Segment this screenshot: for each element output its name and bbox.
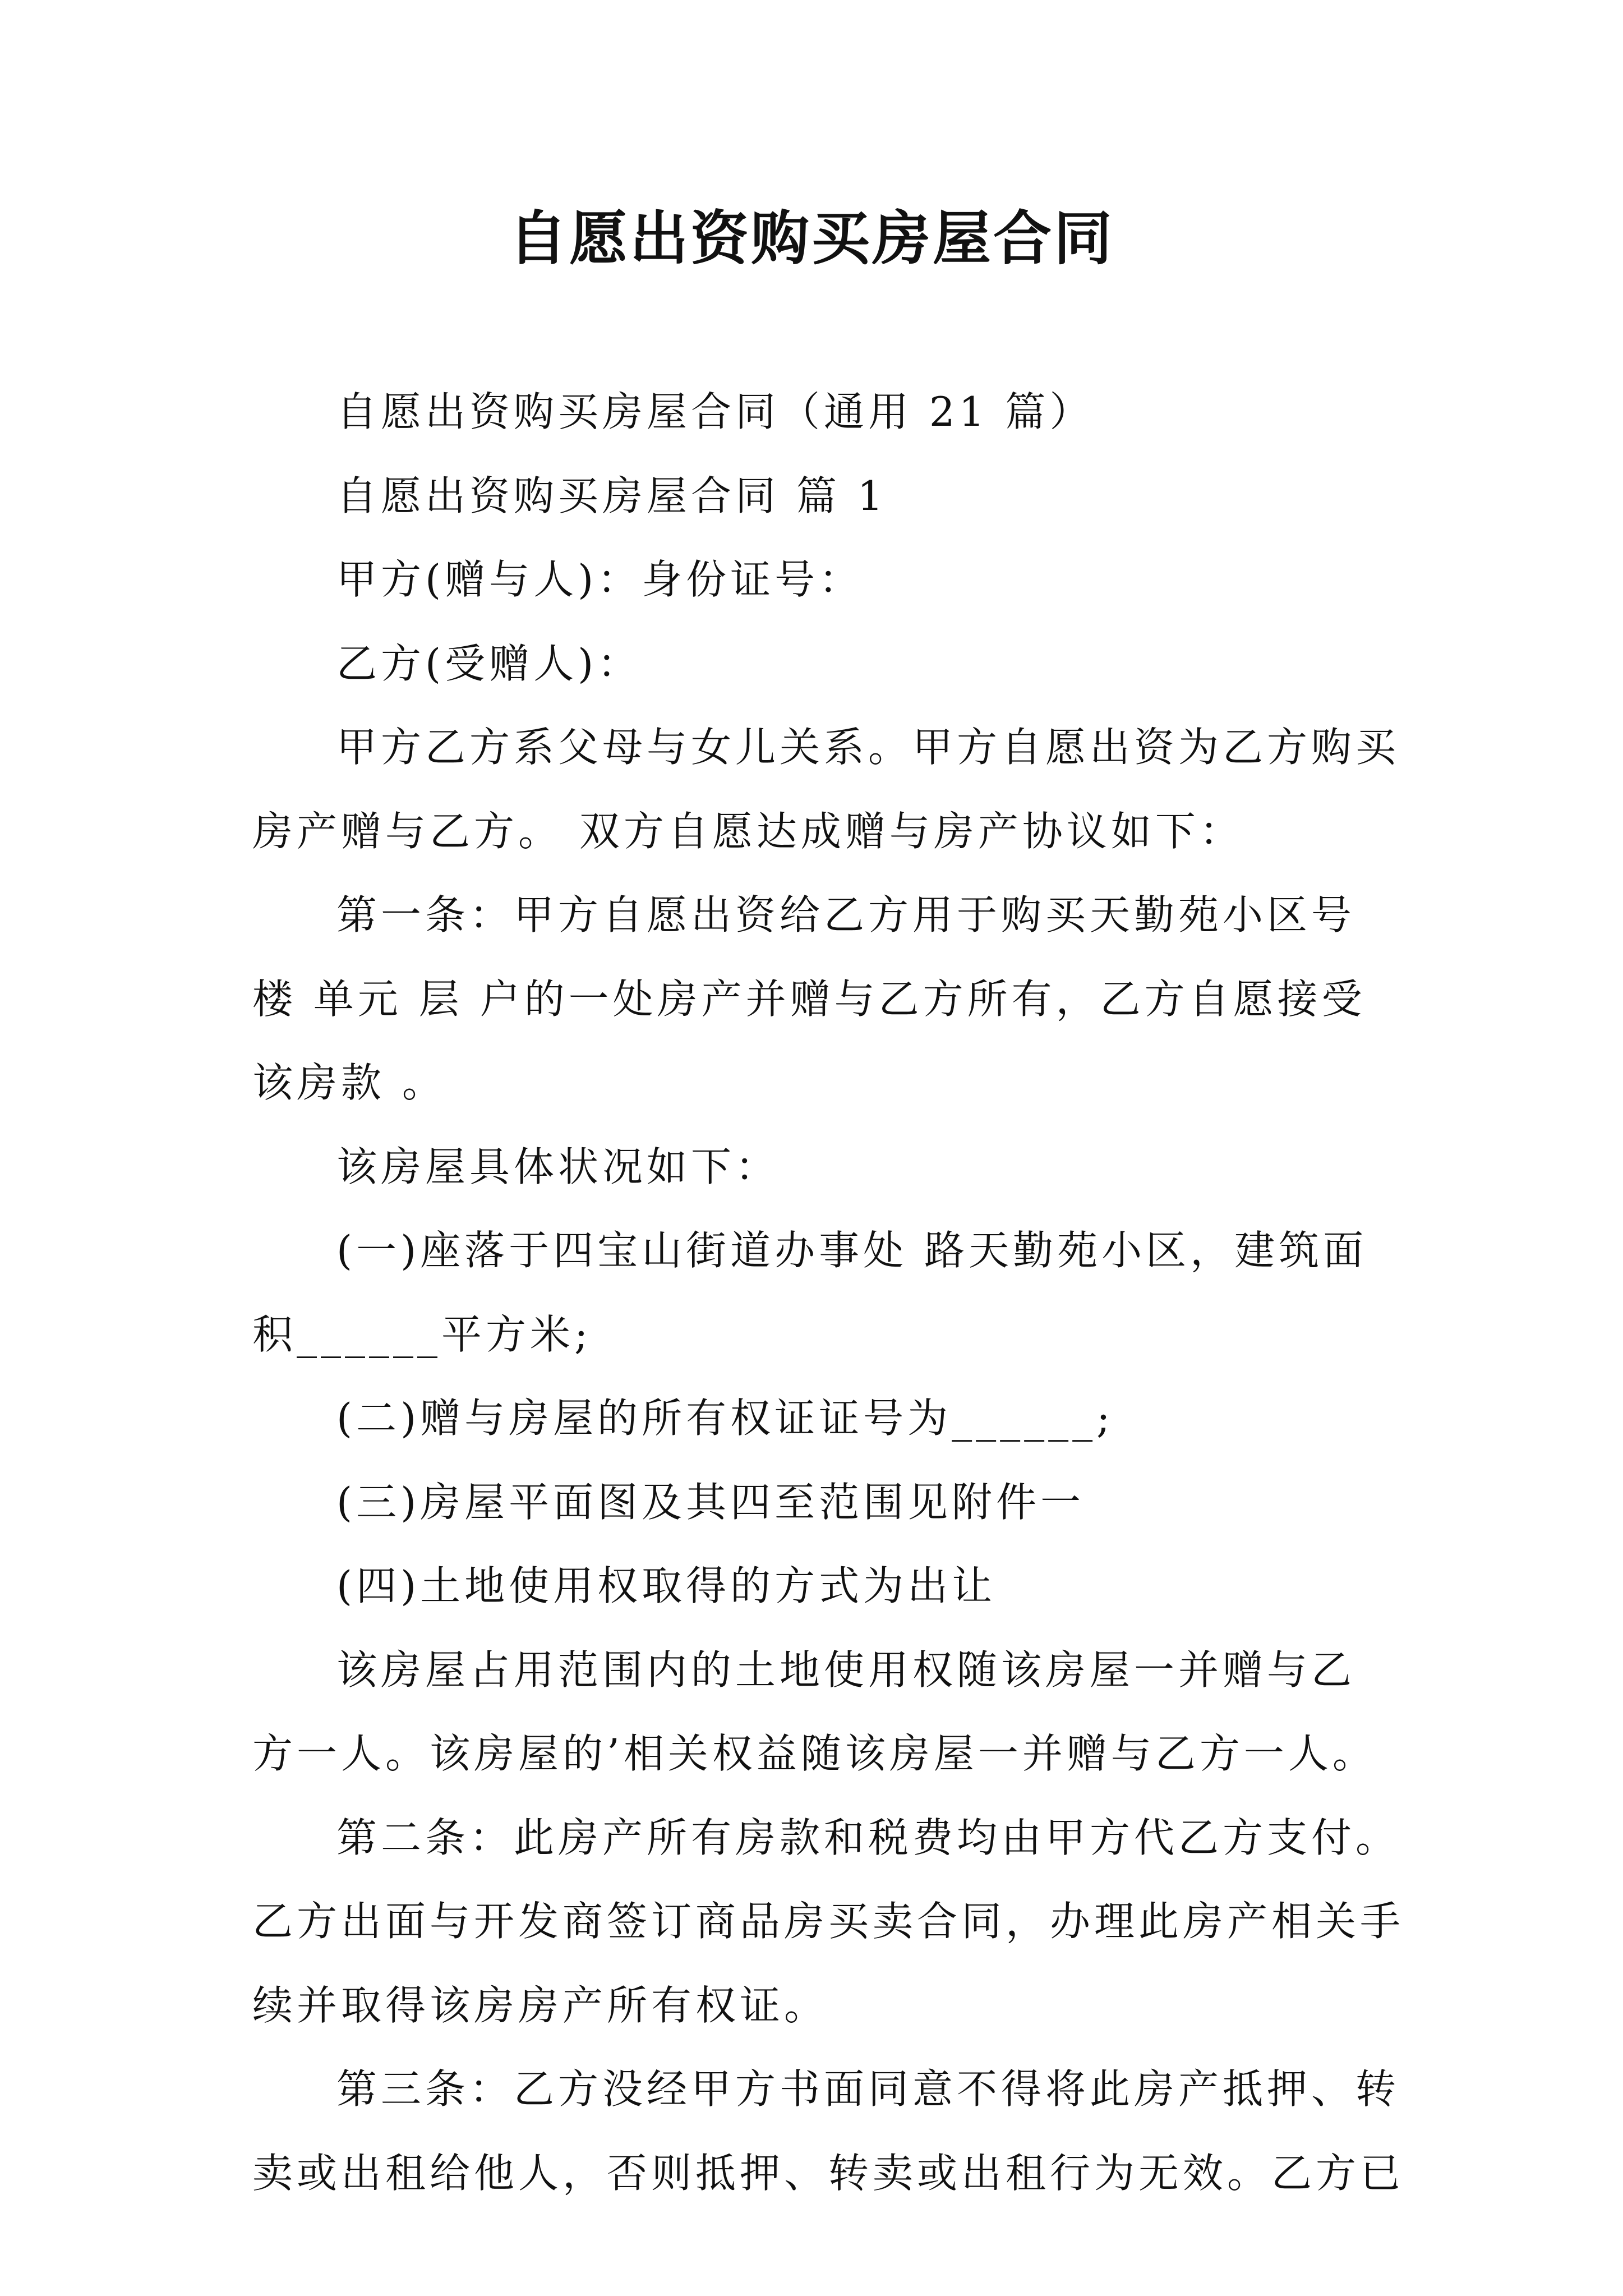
- text-line: (二)赠与房屋的所有权证证号为______;: [336, 1395, 1114, 1442]
- text-line: 卖或出租给他人，否则抵押、转卖或出租行为无效。乙方已: [252, 2149, 1405, 2197]
- text-line: (三)房屋平面图及其四至范围见附件一: [336, 1478, 1085, 1526]
- text-line: 乙方出面与开发商签订商品房买卖合同，办理此房产相关手: [252, 1898, 1405, 1945]
- text-line: 积______平方米;: [252, 1310, 592, 1358]
- text-line: 第二条：此房产所有房款和税费均由甲方代乙方支付。: [336, 1814, 1400, 1861]
- text-line: 第一条：甲方自愿出资给乙方用于购买天勤苑小区号: [336, 891, 1356, 938]
- text-line: 续并取得该房房产所有权证。: [252, 1981, 829, 2029]
- text-line: 乙方(受赠人)：: [336, 639, 642, 687]
- document-title: 自愿出资购买房屋合同: [508, 204, 1114, 273]
- text-line: 该房款 。: [252, 1059, 446, 1106]
- text-line: 楼 单元 层 户的一处房产并赠与乙方所有，乙方自愿接受: [252, 975, 1366, 1023]
- text-line: (一)座落于四宝山街道办事处 路天勤苑小区，建筑面: [336, 1227, 1368, 1274]
- text-line: 该房屋占用范围内的土地使用权随该房屋一并赠与乙: [336, 1646, 1356, 1694]
- text-line: 方一人。该房屋的’相关权益随该房屋一并赠与乙方一人。: [252, 1730, 1377, 1777]
- document-body: [252, 370, 1405, 2215]
- text-line: 甲方(赠与人)：身份证号：: [336, 556, 864, 603]
- text-line: 自愿出资购买房屋合同 篇 1: [336, 472, 887, 519]
- body-text: [252, 370, 1405, 2215]
- text-line: 自愿出资购买房屋合同（通用 21 篇）: [336, 388, 1094, 435]
- text-line: 甲方乙方系父母与女儿关系。甲方自愿出资为乙方购买: [336, 724, 1400, 771]
- text-line: (四)土地使用权取得的方式为出让: [336, 1562, 997, 1609]
- text-line: 房产赠与乙方。 双方自愿达成赠与房产协议如下：: [252, 807, 1244, 855]
- text-line: 第三条：乙方没经甲方书面同意不得将此房产抵押、转: [336, 2065, 1400, 2113]
- text-line: 该房屋具体状况如下：: [336, 1143, 780, 1190]
